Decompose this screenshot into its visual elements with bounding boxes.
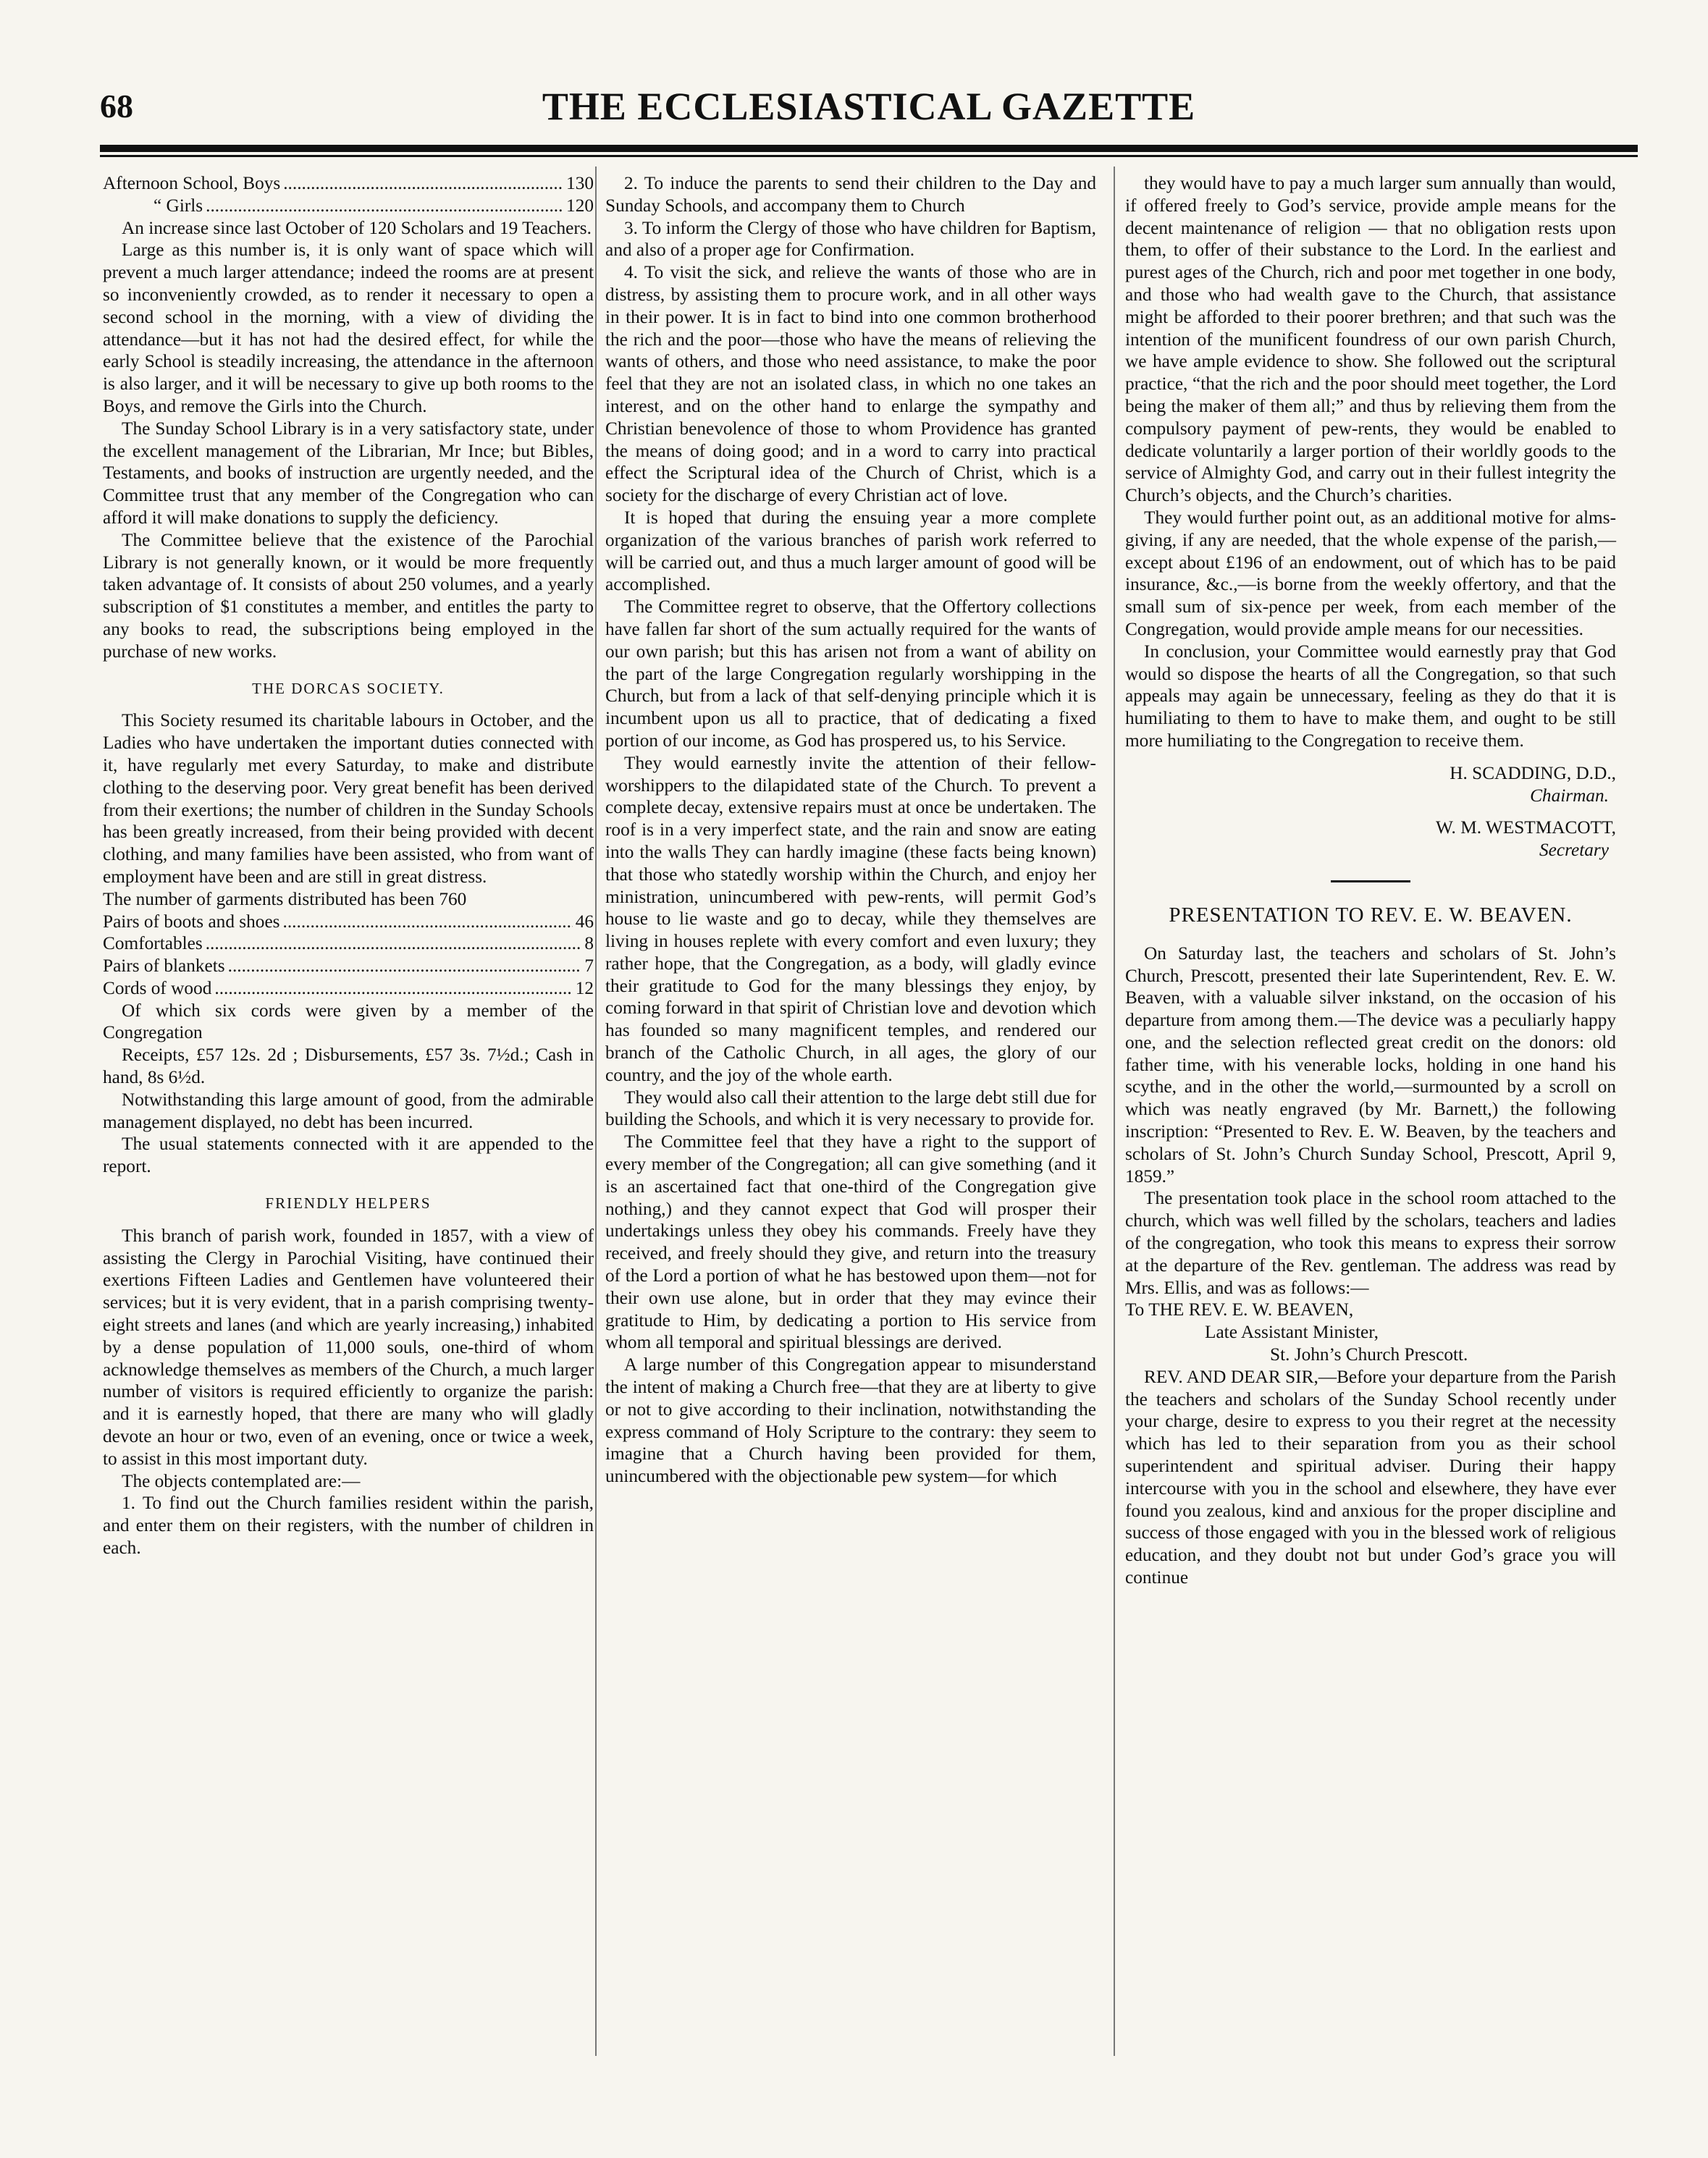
paragraph: Large as this number is, it is only want of space which will prevent a much larger attendance; indeed the rooms are at present so inconveniently crowded, as to render it necessary to open a second school in the morning, with a view of dividing the attendance—but it has not had the desired effect, for while the early School is steadily increasing, the attendance in the afternoon is also larger, and it will be necessary to give up both rooms to the Boys, and remove the Girls into the Church. xyxy=(103,240,594,416)
column-1 xyxy=(103,172,594,1559)
paragraph: They would further point out, as an additional motive for alms-giving, if any are needed, that the whole expense of the parish,—except about £196 of an endowment, out of which has to be paid insurance, &c.,—is borne from the weekly offertory, and that the small sum of six-pence per week, from each member of the Congregation, would provide ample means for our necessities. xyxy=(1125,507,1616,639)
paragraph: The Sunday School Library is in a very satisfactory state, under the excellent management of the Librarian, Mr Ince; but Bibles, Testaments, and books of instruction are urgently needed, and the Committee trust that any member of the Congregation who can afford it will make donations to supply the deficiency. xyxy=(103,418,594,528)
item-value: 12 xyxy=(575,977,594,998)
attendance-row xyxy=(103,172,594,195)
attendance-value: 120 xyxy=(566,195,594,216)
paragraph: On Saturday last, the teachers and scholars of St. John’s Church, Prescott, presented their late Superintendent, Rev. E. W. Beaven, with a valuable silver inkstand, on the occasion of his departure from among them.—The device was a peculiarly happy one, and the selection reflected great credit on the donors: old father time, with his venerable locks, holding in one hand his scythe, and in the other the world,—surmounted by a scroll on which was neatly engraved (by Mr. Barnett,) the following inscription: “Presented to Rev. E. W. Beaven, by the teachers and scholars of St. John’s Church Sunday School, Prescott, April 9, 1859.” xyxy=(1125,943,1616,1187)
column-divider-1 xyxy=(595,167,597,2056)
page-header xyxy=(100,78,1638,136)
paragraph: Of which six cords were given by a member of the Congregation xyxy=(103,1000,594,1043)
section-heading: THE DORCAS SOCIETY. xyxy=(252,679,445,697)
header-rule-thick xyxy=(100,145,1638,152)
section-heading: FRIENDLY HELPERS xyxy=(265,1194,432,1213)
attendance-value: 130 xyxy=(566,173,594,193)
item-row xyxy=(103,932,594,955)
paragraph: They would earnestly invite the attention of their fellow-worshippers to the dilapidated state of the Church. To prevent a complete decay, extensive repairs must at once be undertaken. The roof is in a very imperfect state, and the rain and snow are eating into the walls They can hardly imagine (these facts being known) that those who statedly worship within the Church, and enjoy her ministration, unincumbered with pew-rents, will permit God’s house to lie waste and go to decay, while they themselves are living in houses replete with every comfort and even luxury; they rather hope, that the Congregation, as a body, will gladly evince their gratitude to God for the many blessings they enjoy, by coming forward in that spirit of Christian love and devotion which has founded so many magnificent temples, and rendered our branch of the Catholic Church, in all ages, the glory of our country, and the joy of the whole earth. xyxy=(605,752,1096,1085)
paragraph: they would have to pay a much larger sum annually than would, if offered freely to God’s service, provide ample means for the decent maintenance of religion — that no obligation rests upon them, to offer of their substance to the Lord. In the earliest and purest ages of the Church, rich and poor met together in one body, and those who had wealth gave to the Church, that assistance might be afforded to their poorer brethren; and that such was the intention of the munificent foundress of our own parish Church, we have ample evidence to show. She followed out the scriptural practice, “that the rich and the poor should meet together, the Lord being the maker of them all;” and thus by relieving them from the compulsory payment of pew-rents, they would be enabled to dedicate voluntarily a larger portion of their worldly goods to the service of Almighty God, and carry out in their fullest integrity the Church’s objects, and the Church’s charities. xyxy=(1125,173,1616,506)
header-rule-thin xyxy=(100,155,1638,157)
paragraph: REV. AND DEAR SIR,—Before your departure from the Parish the teachers and scholars of the Sunday School recently under your charge, desire to express to you their regret at the necessity which has led to their separation from you as their school superintendent and spiritual adviser. During their happy intercourse with you in the school and elsewhere, they have ever found you zealous, kind and anxious for the proper discipline and success of those engaged with you in the blessed work of religious education, and they doubt not but under God’s grace you will continue xyxy=(1125,1366,1616,1588)
column-divider-2 xyxy=(1114,167,1115,2056)
paragraph: The Committee regret to observe, that the Offertory collections have fallen far short of the sum actually required for the wants of our own parish; but this has arisen not from a want of ability on the part of the large Congregation regularly worshipping in the Church, but from a lack of that self-denying principle which it is incumbent upon us all to practice, that of dedicating a fixed portion of our income, as God has prospered us, to his Service. xyxy=(605,597,1096,751)
signature-role: Chairman. xyxy=(1530,785,1609,806)
attendance-label: “ Girls xyxy=(153,195,203,216)
signature-name: H. SCADDING, D.D., xyxy=(1450,762,1616,783)
paragraph: In conclusion, your Committee would earnestly pray that God would so dispose the hearts of all the Congregation, so that such appeals may again be unnecessary, feeling as they do that it is humiliating to them to have to make them, and ought to be still more humiliating to the Congregation to receive them. xyxy=(1125,641,1616,751)
item-row xyxy=(103,977,594,1000)
section-separator xyxy=(1331,880,1410,882)
column-2 xyxy=(605,172,1096,1488)
column-3 xyxy=(1125,172,1616,1589)
item-label: Comfortables xyxy=(103,933,203,954)
paragraph: 3. To inform the Clergy of those who have children for Baptism, and also of a proper age for Confirmation. xyxy=(605,217,1096,261)
paragraph: 4. To visit the sick, and relieve the wants of those who are in distress, by assisting them to procure work, and in all other ways in their power. It is in fact to bind into one common brotherhood the rich and the poor—those who have the means of relieving the wants of others, and those who need assistance, to make the poor feel that they are not an isolated class, in which no one takes an interest, and on the other hand to enlarge the sympathy and Christian benevolence of those to whom Providence has granted the means of doing good; and in a word to carry into practical effect the Scriptural idea of the Church of Christ, which is a society for the discharge of every Christian act of love. xyxy=(605,262,1096,506)
paragraph: An increase since last October of 120 Scholars and 19 Teachers. xyxy=(122,217,592,238)
address-line: St. John’s Church Prescott. xyxy=(1270,1344,1468,1365)
page-number: 68 xyxy=(100,88,133,125)
signature-name: W. M. WESTMACOTT, xyxy=(1436,817,1616,838)
paragraph: This Society resumed its charitable labours in October, and the Ladies who have undertaken the important duties connected with it, have regularly met every Saturday, to make and distribute clothing to the deserving poor. Very great benefit has been derived from their exertions; the number of children in the Sunday Schools has been greatly increased, from their being provided with decent clothing, and many families have been assisted, who from want of employment have been and are still in great distress. xyxy=(103,710,594,887)
item-label: Cords of wood xyxy=(103,977,212,998)
paragraph: Notwithstanding this large amount of good, from the admirable management displayed, no debt has been incurred. xyxy=(103,1089,594,1132)
paragraph: It is hoped that during the ensuing year a more complete organization of the various branches of parish work referred to will be carried out, and thus a much larger amount of good will be accomplished. xyxy=(605,507,1096,595)
paragraph: The usual statements connected with it are appended to the report. xyxy=(103,1134,594,1177)
masthead-title: THE ECCLESIASTICAL GAZETTE xyxy=(542,85,1196,128)
attendance-label: Afternoon School, Boys xyxy=(103,173,281,193)
address-line: Late Assistant Minister, xyxy=(1205,1322,1379,1343)
item-label: Pairs of blankets xyxy=(103,956,225,977)
paragraph: This branch of parish work, founded in 1857, with a view of assisting the Clergy in Parochial Visiting, have continued their exertions Fifteen Ladies and Gentlemen have volunteered their services; but it is very evident, that in a parish comprising twenty-eight streets and lanes (and which are yearly increasing,) inhabited by a dense population of 11,000 souls, one-third of whom acknowledge themselves as members of the Church, a much larger number of visitors is required efficiently to organize the parish: and it is earnestly hoped, that there are many who will gladly devote an hour or two, even of an evening, once or twice a week, to assist in this most important duty. xyxy=(103,1225,594,1469)
item-row xyxy=(103,911,594,933)
paragraph: They would also call their attention to the large debt still due for building the Schools, and which it is very necessary to provide for. xyxy=(605,1087,1096,1130)
paragraph: Receipts, £57 12s. 2d ; Disbursements, £57 3s. 7½d.; Cash in hand, 8s 6½d. xyxy=(103,1045,594,1088)
item-value: 46 xyxy=(575,911,594,932)
paragraph: A large number of this Congregation appear to misunderstand the intent of making a Church free—that they are at liberty to give or not to give according to their inclination, notwithstanding the express command of Holy Scripture to the contrary: they seem to imagine that a Church having been provided for them, unincumbered with the objectionable pew system—for which xyxy=(605,1354,1096,1487)
address-to: To THE REV. E. W. BEAVEN, xyxy=(1125,1299,1354,1320)
attendance-row xyxy=(103,195,594,217)
item-row xyxy=(103,955,594,977)
item-value: 7 xyxy=(584,956,594,977)
paragraph: The Committee believe that the existence of the Parochial Library is not generally known, or it would be more frequently taken advantage of. It consists of about 250 volumes, and a yearly subscription of $1 constitutes a member, and entitles the party to any books to read, the subscriptions being employed in the purchase of new works. xyxy=(103,529,594,662)
paragraph: The Committee feel that they have a right to the support of every member of the Congregation; all can give something (and it is an ascertained fact that one-third of the Congregation give nothing,) and they cannot expect that God will prosper their undertakings unless they obey his commands. Freely have they received, and freely should they give, and return into the treasury of the Lord a portion of what he has bestowed upon them—not for their own use alone, but in order that they may evince their gratitude to Him, by dedicating a portion to His service from whom all temporal and spiritual blessings are derived. xyxy=(605,1131,1096,1353)
paragraph: The presentation took place in the school room attached to the church, which was well filled by the scholars, teachers and ladies of the congregation, who took this means to express their sorrow at the departure of the Rev. gentleman. The address was read by Mrs. Ellis, and was as follows:— xyxy=(1125,1188,1616,1298)
paragraph: The objects contemplated are:— xyxy=(122,1470,361,1491)
paragraph: 1. To find out the Church families resident within the parish, and enter them on their registers, with the number of children in each. xyxy=(103,1493,594,1559)
garments-line: The number of garments distributed has been 760 xyxy=(103,888,467,909)
item-value: 8 xyxy=(584,933,594,954)
paragraph: 2. To induce the parents to send their children to the Day and Sunday Schools, and accompany them to Church xyxy=(605,173,1096,216)
signature-role: Secretary xyxy=(1539,840,1609,861)
section-heading: PRESENTATION TO REV. E. W. BEAVEN. xyxy=(1169,903,1573,927)
item-label: Pairs of boots and shoes xyxy=(103,911,280,932)
